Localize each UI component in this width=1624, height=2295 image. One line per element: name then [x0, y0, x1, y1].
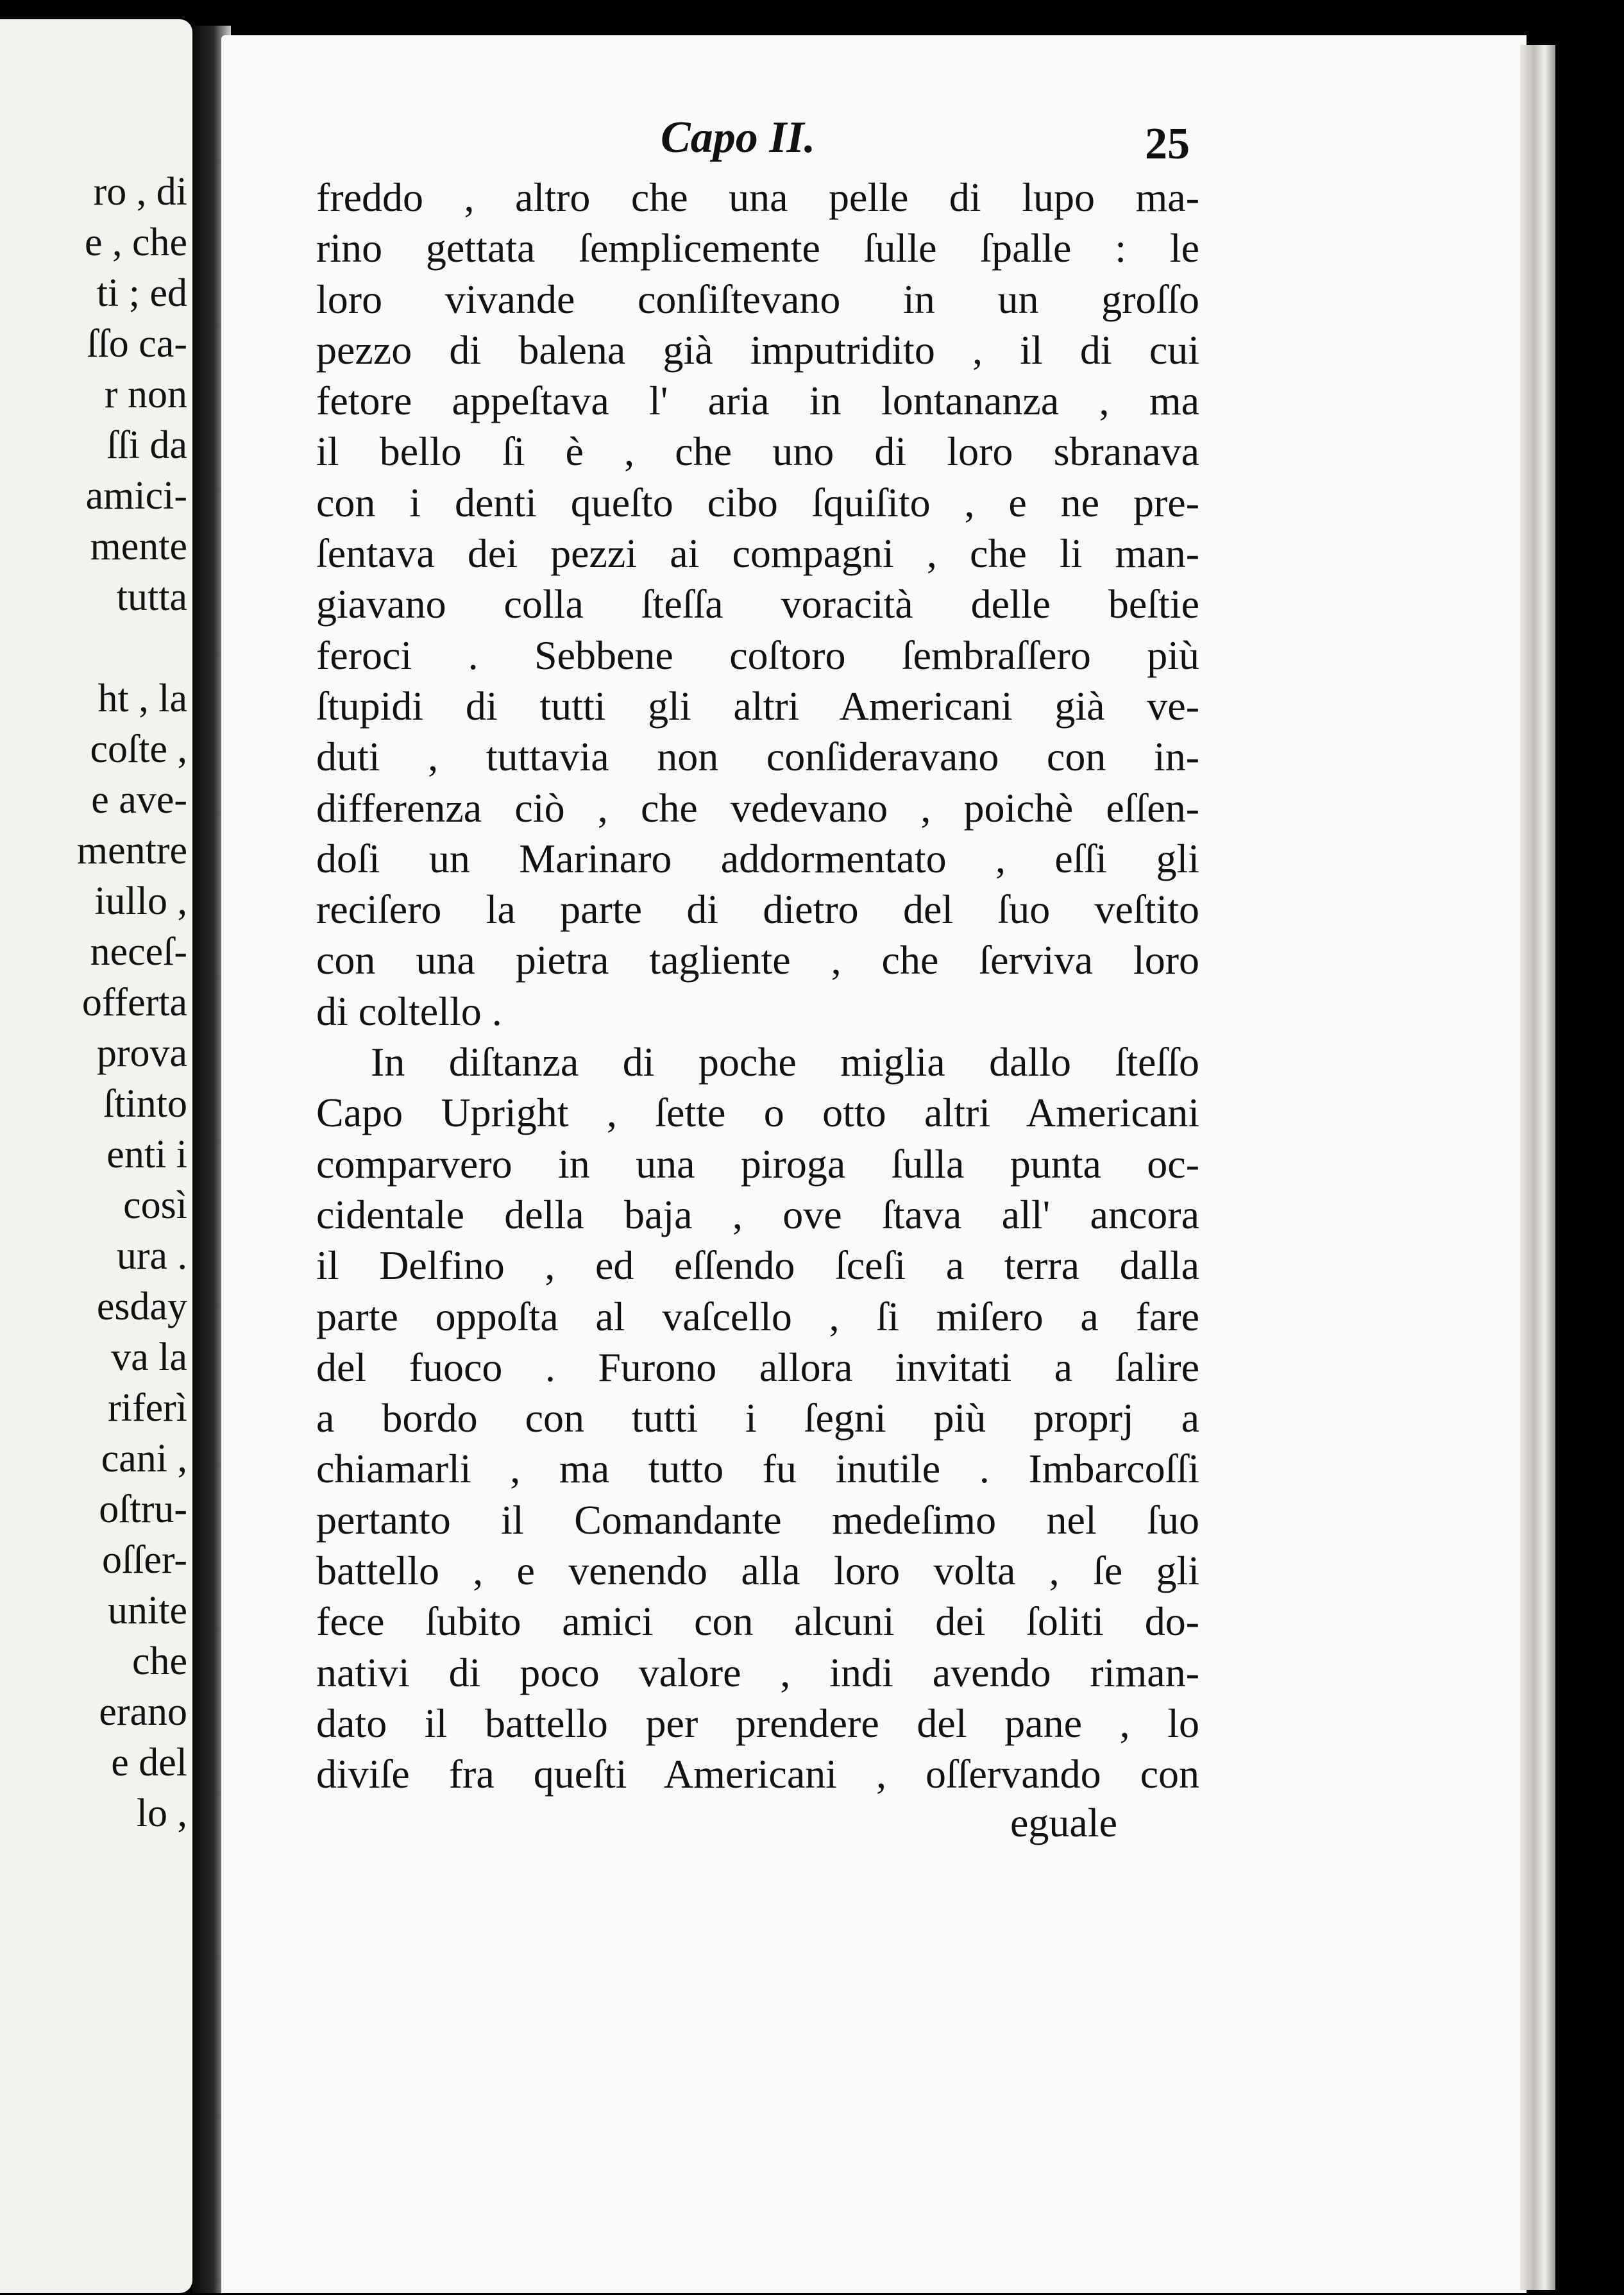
facing-page-line: ro , di — [93, 170, 187, 214]
text-line: a bordo con tutti i ſegni più proprj a — [316, 1395, 1199, 1441]
text-line: reciſero la parte di dietro del ſuo veſtito — [316, 886, 1199, 933]
facing-page-line: unite — [108, 1589, 187, 1632]
facing-page-line: esday — [96, 1285, 187, 1328]
text-line: differenza ciò , che vedevano , poichè eſſen- — [316, 784, 1199, 831]
text-line: nativi di poco valore , indi avendo riman- — [316, 1649, 1199, 1695]
facing-page-line: cani , — [101, 1437, 187, 1480]
facing-page-line: ura . — [116, 1234, 187, 1278]
facing-page-line: amici- — [85, 474, 187, 518]
text-line: con i denti queſto cibo ſquiſito , e ne pre- — [316, 479, 1199, 525]
text-line: rino gettata ſemplicemente ſulle ſpalle : le — [316, 225, 1199, 271]
facing-page-line: riferì — [108, 1386, 187, 1430]
text-line: giavano colla ſteſſa voracità delle beſtie — [316, 581, 1199, 627]
text-line: di coltello . — [316, 988, 502, 1034]
text-line: ſtupidi di tutti gli altri Americani già ve- — [316, 682, 1199, 729]
facing-page-line: iullo , — [94, 879, 187, 923]
text-line: In diſtanza di poche miglia dallo ſteſſo — [371, 1039, 1199, 1085]
text-line: del fuoco . Furono allora invitati a ſalire — [316, 1344, 1199, 1390]
page-number: 25 — [1145, 119, 1190, 169]
facing-page-line: coſte , — [90, 727, 187, 771]
facing-page-line: e , che — [84, 221, 187, 264]
facing-page-line: va la — [111, 1335, 187, 1379]
text-line: pezzo di balena già imputridito , il di cui — [316, 326, 1199, 373]
facing-page-line: prova — [96, 1031, 187, 1075]
facing-page-line: erano — [99, 1690, 187, 1734]
facing-page-line: e del — [111, 1741, 187, 1784]
text-line: dato il battello per prendere del pane , lo — [316, 1700, 1199, 1746]
facing-page-line: così — [123, 1183, 187, 1227]
facing-page-line: lo , — [136, 1791, 187, 1835]
catchword: eguale — [1010, 1800, 1117, 1845]
facing-page-line — [77, 623, 187, 673]
text-line: Capo Upright , ſette o otto altri Americani — [316, 1090, 1199, 1136]
body-text — [316, 172, 1199, 1800]
facing-page-line: ti ; ed — [96, 271, 187, 315]
facing-page-line: neceſ- — [90, 930, 187, 974]
text-line: comparvero in una piroga ſulla punta oc- — [316, 1140, 1199, 1187]
facing-page-line: oſtru- — [99, 1487, 187, 1531]
text-line: feroci . Sebbene coſtoro ſembraſſero più — [316, 632, 1199, 678]
facing-page-line: enti i — [106, 1133, 187, 1176]
text-line: fece ſubito amici con alcuni dei ſoliti do- — [316, 1598, 1199, 1645]
facing-page-line: mentre — [76, 829, 187, 872]
facing-page-line: ht , la — [97, 677, 187, 720]
page-edge — [1520, 45, 1555, 2290]
facing-page-left — [0, 19, 192, 2293]
facing-page-line: ſſo ca- — [87, 322, 187, 366]
text-line: il Delfino , ed eſſendo ſceſi a terra dalla — [316, 1242, 1199, 1289]
text-line: doſi un Marinaro addormentato , eſſi gli — [316, 835, 1199, 881]
facing-page-line: oſſer- — [101, 1538, 187, 1582]
running-head-title: Capo II. — [661, 113, 816, 162]
facing-page-line: che — [131, 1639, 187, 1683]
facing-page-line: ſtinto — [103, 1082, 187, 1126]
text-line: pertanto il Comandante medeſimo nel ſuo — [316, 1496, 1199, 1543]
facing-page-line: ſſi da — [106, 423, 187, 467]
text-line: diviſe fra queſti Americani , oſſervando con — [316, 1751, 1199, 1797]
text-line: duti , tuttavia non conſideravano con in- — [316, 734, 1199, 780]
text-line: loro vivande conſiſtevano in un groſſo — [316, 276, 1199, 322]
facing-page-line: tutta — [116, 575, 187, 619]
facing-page-line: e ave- — [91, 778, 187, 822]
text-line: fetore appeſtava l' aria in lontananza , ma — [316, 378, 1199, 424]
facing-page-line: offerta — [81, 981, 187, 1024]
text-line: con una pietra tagliente , che ſerviva loro — [316, 937, 1199, 983]
text-line: ſentava dei pezzi ai compagni , che li man- — [316, 530, 1199, 577]
text-line: freddo , altro che una pelle di lupo ma- — [316, 174, 1199, 220]
facing-page-text — [77, 167, 187, 1839]
text-line: battello , e venendo alla loro volta , ſe gli — [316, 1548, 1199, 1594]
text-line: cidentale della baja , ove ſtava all' ancora — [316, 1191, 1199, 1237]
text-line: parte oppoſta al vaſcello , ſi miſero a fare — [316, 1293, 1199, 1339]
text-line: chiamarli , ma tutto fu inutile . Imbarcoſſi — [316, 1446, 1199, 1492]
text-line: il bello ſi è , che uno di loro sbranava — [316, 428, 1199, 475]
facing-page-line: mente — [90, 525, 187, 568]
facing-page-line: r non — [104, 373, 187, 416]
